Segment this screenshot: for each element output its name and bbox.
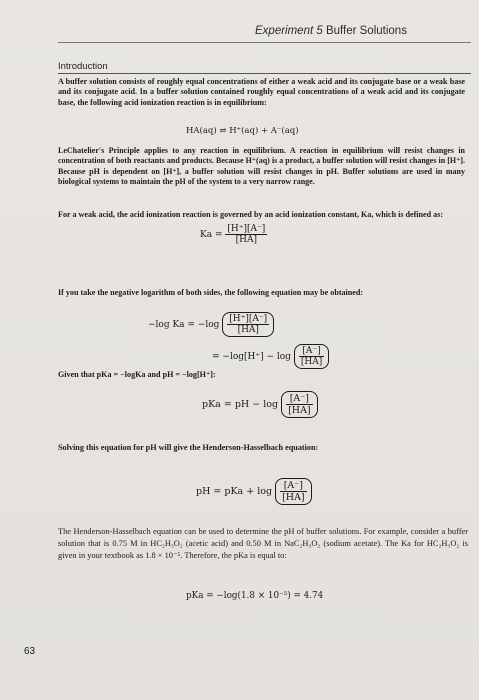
equation-pka-calculation: pKa = −log(1.8 × 10⁻⁵) = 4.74 [186,591,324,601]
pka-denominator: [HA] [288,405,311,416]
pka-numerator: [A⁻] [286,393,313,405]
hh-numerator: [A⁻] [280,480,307,492]
equation-ionization: HA(aq) ⇌ H⁺(aq) + A⁻(aq) [186,126,299,136]
log-numerator: [H⁺][A⁻] [229,314,268,324]
page-header [255,25,407,37]
pka-parenthesis [281,391,318,418]
paragraph-example: The Henderson-Hasselbach equation can be used to determine the pH of buffer solutions. For example, consider a buffer solution that is 0.75 M in HC₂H₃O₂ (acetic acid) and 0.50 M in NaC₂H₃O₂ (sodium acetate). The Ka for HC₂H₃O₂ is given in your textbook as 1.8 × 10⁻⁵. Therefore, the pKa is equal to: [58,527,468,560]
log-fraction [227,314,269,335]
log-parenthesis [222,312,274,337]
log-lhs: −log Ka = −log [148,320,220,330]
experiment-title: Buffer Solutions [325,25,407,37]
log2-numerator: [A⁻] [299,346,324,357]
pka-fraction [286,393,313,416]
ka-fraction [225,224,267,245]
paragraph-lechatelier: LeChatelier's Principle applies to any reaction in equilibrium. A reaction in equilibrium will resist changes in concentration of both reactants and products. Because H⁺(aq) is a product, a buffer solution will resist changes in [H⁺]. Because pH is dependent on [H⁺], a buffer solution will resist changes in pH. Buffer solutions are used in many biological systems to maintain the pH of the system to a very narrow range. [58,146,465,187]
hh-lhs: pH = pKa + log [196,486,273,497]
log2-denominator: [HA] [300,357,323,367]
header-rule [58,42,471,43]
log2-fraction [299,346,324,367]
paragraph-henderson-intro: Solving this equation for pH will give the Henderson-Hasselbach equation: [58,443,319,452]
paragraph-pka-definition: Given that pKa = −logKa and pH = −log[H⁺]: [58,370,216,379]
log-denominator: [HA] [237,325,259,335]
pka-lhs: pKa = pH − log [202,399,279,410]
experiment-label: Experiment 5 [255,25,323,37]
ka-lhs: Ka = [200,230,223,240]
section-heading: Introduction [58,61,108,72]
log2-lhs: = −log[H⁺] − log [212,352,291,362]
equation-pka [202,391,318,418]
equation-ka [200,224,267,245]
hh-fraction [280,480,307,503]
page-number: 63 [24,646,36,657]
equation-log-ka [148,312,274,337]
equation-henderson-hasselbach [196,478,312,505]
log2-parenthesis [294,344,329,369]
section-rule [58,73,471,74]
paragraph-buffer-definition: A buffer solution consists of roughly equal concentrations of either a weak acid and its conjugate base or a weak base and its conjugate acid. In a buffer solution contained roughly equal concentrations of a weak acid and its conjugate base, the following acid ionization reaction is in equilibrium: [58,77,465,107]
equation-log-split [212,344,329,369]
paragraph-log-intro: If you take the negative logarithm of both sides, the following equation may be obtained: [58,288,364,297]
hh-parenthesis [275,478,312,505]
ka-denominator: [HA] [235,235,258,245]
ka-numerator: [H⁺][A⁻] [227,224,266,234]
paragraph-ka-intro: For a weak acid, the acid ionization reaction is governed by an acid ionization constant, Ka, which is defined as: [58,210,444,219]
hh-denominator: [HA] [282,492,305,503]
